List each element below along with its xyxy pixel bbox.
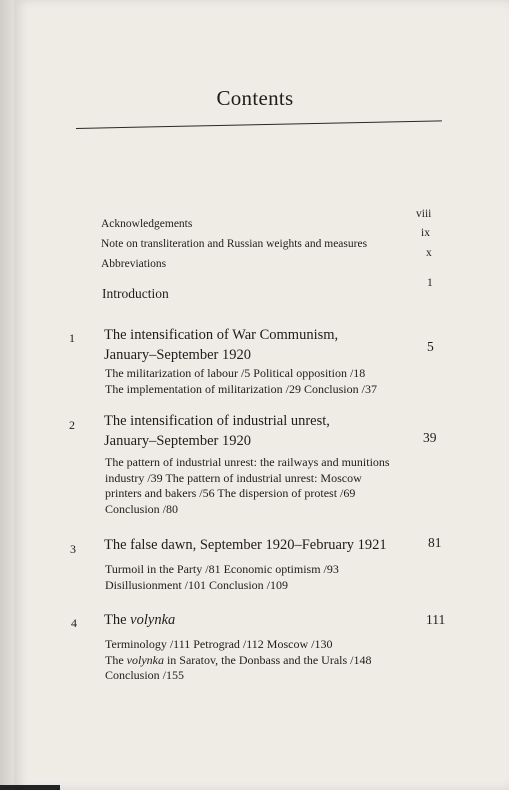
chapter-4-title-italic: volynka xyxy=(130,612,176,628)
chapter-2-title xyxy=(104,411,330,451)
chapter-2-page: 39 xyxy=(423,430,437,445)
chapter-2-section-line-4: Conclusion /80 xyxy=(105,501,179,516)
chapter-2-section-line-2: industry /39 The pattern of industrial unrest: Moscow xyxy=(105,470,362,485)
fm-acknowledgements: Acknowledgements xyxy=(101,218,193,230)
fm-abbreviations: Abbreviations xyxy=(101,258,167,270)
introduction-entry: Introduction xyxy=(102,286,169,301)
book-page xyxy=(14,0,509,790)
fm-transliteration-page: ix xyxy=(421,227,430,239)
chapter-4-sections xyxy=(105,637,371,684)
bottom-edge-band xyxy=(0,785,60,790)
chapter-3-page: 81 xyxy=(428,535,442,550)
contents-heading: Contents xyxy=(216,86,294,110)
chapter-4-section-line-2 xyxy=(105,653,371,669)
chapter-2-section-line-1: The pattern of industrial unrest: the railways and munitions xyxy=(105,455,390,469)
chapter-3-number: 3 xyxy=(70,542,76,556)
heading-rule xyxy=(76,120,442,129)
chapter-4-section-line-2-prefix: The xyxy=(105,652,127,667)
chapter-2-title-line-2: January–September 1920 xyxy=(104,433,251,449)
chapter-1-title-line-1: The intensification of War Communism, xyxy=(104,327,339,343)
chapter-4-title-prefix: The xyxy=(104,612,131,628)
chapter-4-number: 4 xyxy=(71,616,77,630)
chapter-4-section-line-2-suffix: in Saratov, the Donbass and the Urals /148 xyxy=(163,652,372,667)
chapter-4-title xyxy=(104,610,175,630)
chapter-4-section-line-1: Terminology /111 Petrograd /112 Moscow /130 xyxy=(105,637,333,651)
chapter-1-number: 1 xyxy=(69,331,75,345)
chapter-3-section-line-2: Disillusionment /101 Conclusion /109 xyxy=(105,577,289,592)
chapter-2-title-line-1: The intensification of industrial unrest, xyxy=(104,413,330,429)
chapter-1-page: 5 xyxy=(427,339,434,354)
chapter-4-page: 111 xyxy=(426,612,446,627)
chapter-2-section-line-3: printers and bakers /56 The dispersion of protest /69 xyxy=(105,486,356,500)
chapter-1-section-line-2: The implementation of militarization /29 Conclusion /37 xyxy=(105,381,377,396)
page-edge xyxy=(0,0,14,790)
chapter-4-section-line-2-italic: volynka xyxy=(126,652,164,667)
chapter-1-title-line-2: January–September 1920 xyxy=(104,347,251,363)
introduction-page: 1 xyxy=(427,277,433,289)
chapter-4-section-line-3: Conclusion /155 xyxy=(105,668,185,682)
chapter-3-title: The false dawn, September 1920–February 1921 xyxy=(104,537,387,553)
chapter-1-section-line-1: The militarization of labour /5 Political opposition /18 xyxy=(105,366,366,380)
chapter-2-sections xyxy=(105,455,390,517)
chapter-3-sections xyxy=(105,562,339,593)
chapter-1-sections xyxy=(105,366,377,397)
chapter-2-number: 2 xyxy=(69,418,75,432)
chapter-3-section-line-1: Turmoil in the Party /81 Economic optimism /93 xyxy=(105,562,339,576)
chapter-1-title xyxy=(104,325,338,365)
fm-transliteration: Note on transliteration and Russian weights and measures xyxy=(101,238,368,250)
fm-abbreviations-page: x xyxy=(426,247,432,259)
fm-acknowledgements-page: viii xyxy=(416,208,432,220)
